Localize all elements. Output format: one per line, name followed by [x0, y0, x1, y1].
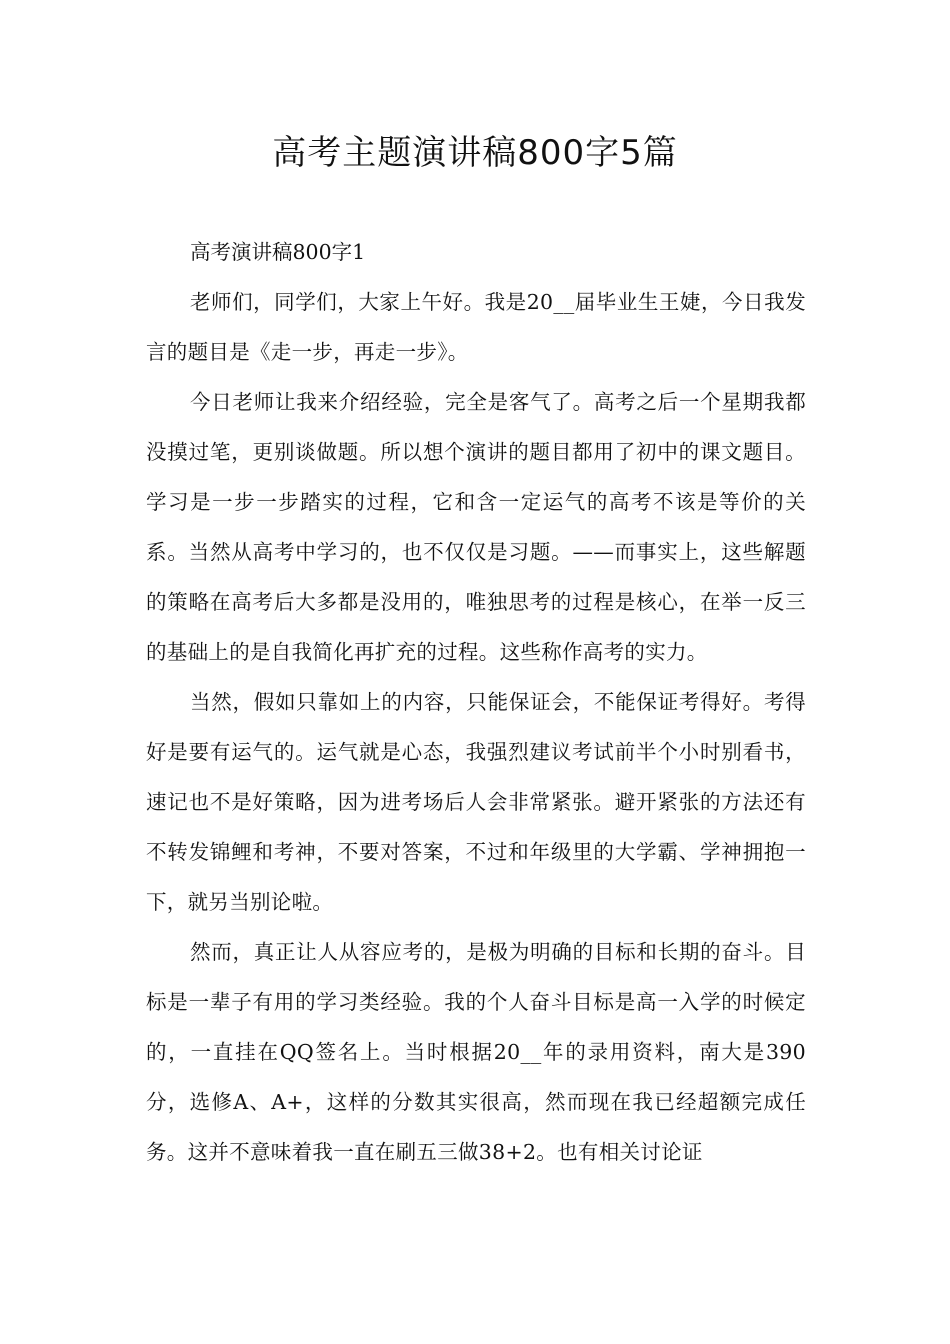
paragraph: 老师们，同学们，大家上午好。我是20__届毕业生王婕，今日我发言的题目是《走一步，再走一步》。 — [146, 290, 806, 364]
paragraph: 当然，假如只靠如上的内容，只能保证会，不能保证考得好。考得好是要有运气的。运气就是心态，我强烈建议考试前半个小时别看书，速记也不是好策略，因为进考场后人会非常紧张。避开紧张的方法还有不转发锦鲤和考神，不要对答案，不过和年级里的大学霸、学神拥抱一下，就另当别论啦。 — [146, 690, 806, 914]
document-title: 高考主题演讲稿800字5篇 — [272, 133, 678, 173]
paragraph: 然而，真正让人从容应考的，是极为明确的目标和长期的奋斗。目标是一辈子有用的学习类经验。我的个人奋斗目标是高一入学的时候定的，一直挂在QQ签名上。当时根据20__年的录用资料，南大是390分，选修A、A+，这样的分数其实很高，然而现在我已经超额完成任务。这并不意味着我一直在刷五三做38+2。也有相关讨论证 — [146, 940, 806, 1164]
document-body — [146, 227, 806, 1177]
paragraph: 今日老师让我来介绍经验，完全是客气了。高考之后一个星期我都没摸过笔，更别谈做题。所以想个演讲的题目都用了初中的课文题目。学习是一步一步踏实的过程，它和含一定运气的高考不该是等价的关系。当然从高考中学习的，也不仅仅是习题。——而事实上，这些解题的策略在高考后大多都是没用的，唯独思考的过程是核心，在举一反三的基础上的是自我简化再扩充的过程。这些称作高考的实力。 — [146, 390, 806, 664]
section-heading: 高考演讲稿800字1 — [190, 240, 366, 264]
